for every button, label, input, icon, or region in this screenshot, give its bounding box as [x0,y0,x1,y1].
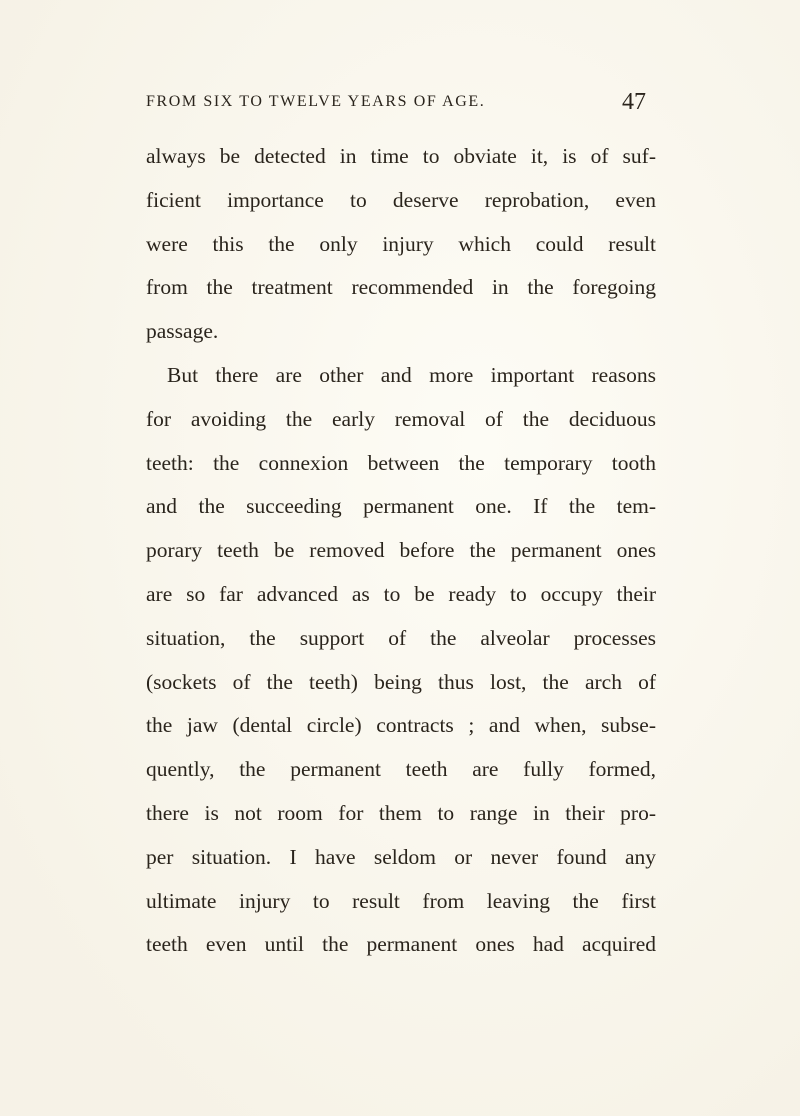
text-line: teeth even until the permanent ones had acquired [146,932,656,957]
running-head [146,89,686,119]
text-line: the jaw (dental circle) contracts ; and when, subse- [146,713,656,738]
text-line: and the succeeding permanent one. If the tem- [146,494,656,519]
text-line: always be detected in time to obviate it, is of suf- [146,144,656,168]
text-line: situation, the support of the alveolar processes [146,625,656,650]
text-line: passage. [146,319,219,344]
running-title: FROM SIX TO TWELVE YEARS OF AGE. [146,93,486,110]
text-line: ultimate injury to result from leaving the first [146,888,656,913]
text-line: per situation. I have seldom or never found any [146,844,656,869]
text-line: from the treatment recommended in the foregoing [146,275,656,300]
text-line: quently, the permanent teeth are fully formed, [146,757,656,782]
text-line: were this the only injury which could result [146,231,656,256]
text-line: teeth: the connexion between the temporary tooth [146,450,656,475]
body-text [146,135,656,967]
text-line: there is not room for them to range in their pro- [146,800,656,825]
text-line: porary teeth be removed before the permanent ones [146,538,656,563]
text-line: But there are other and more important reasons [167,362,656,387]
text-line: (sockets of the teeth) being thus lost, the arch of [146,669,656,694]
text-line: ficient importance to deserve reprobation, even [146,187,656,212]
page-number: 47 [622,89,646,115]
text-line: are so far advanced as to be ready to occupy their [146,581,656,606]
text-line: for avoiding the early removal of the deciduous [146,406,656,431]
